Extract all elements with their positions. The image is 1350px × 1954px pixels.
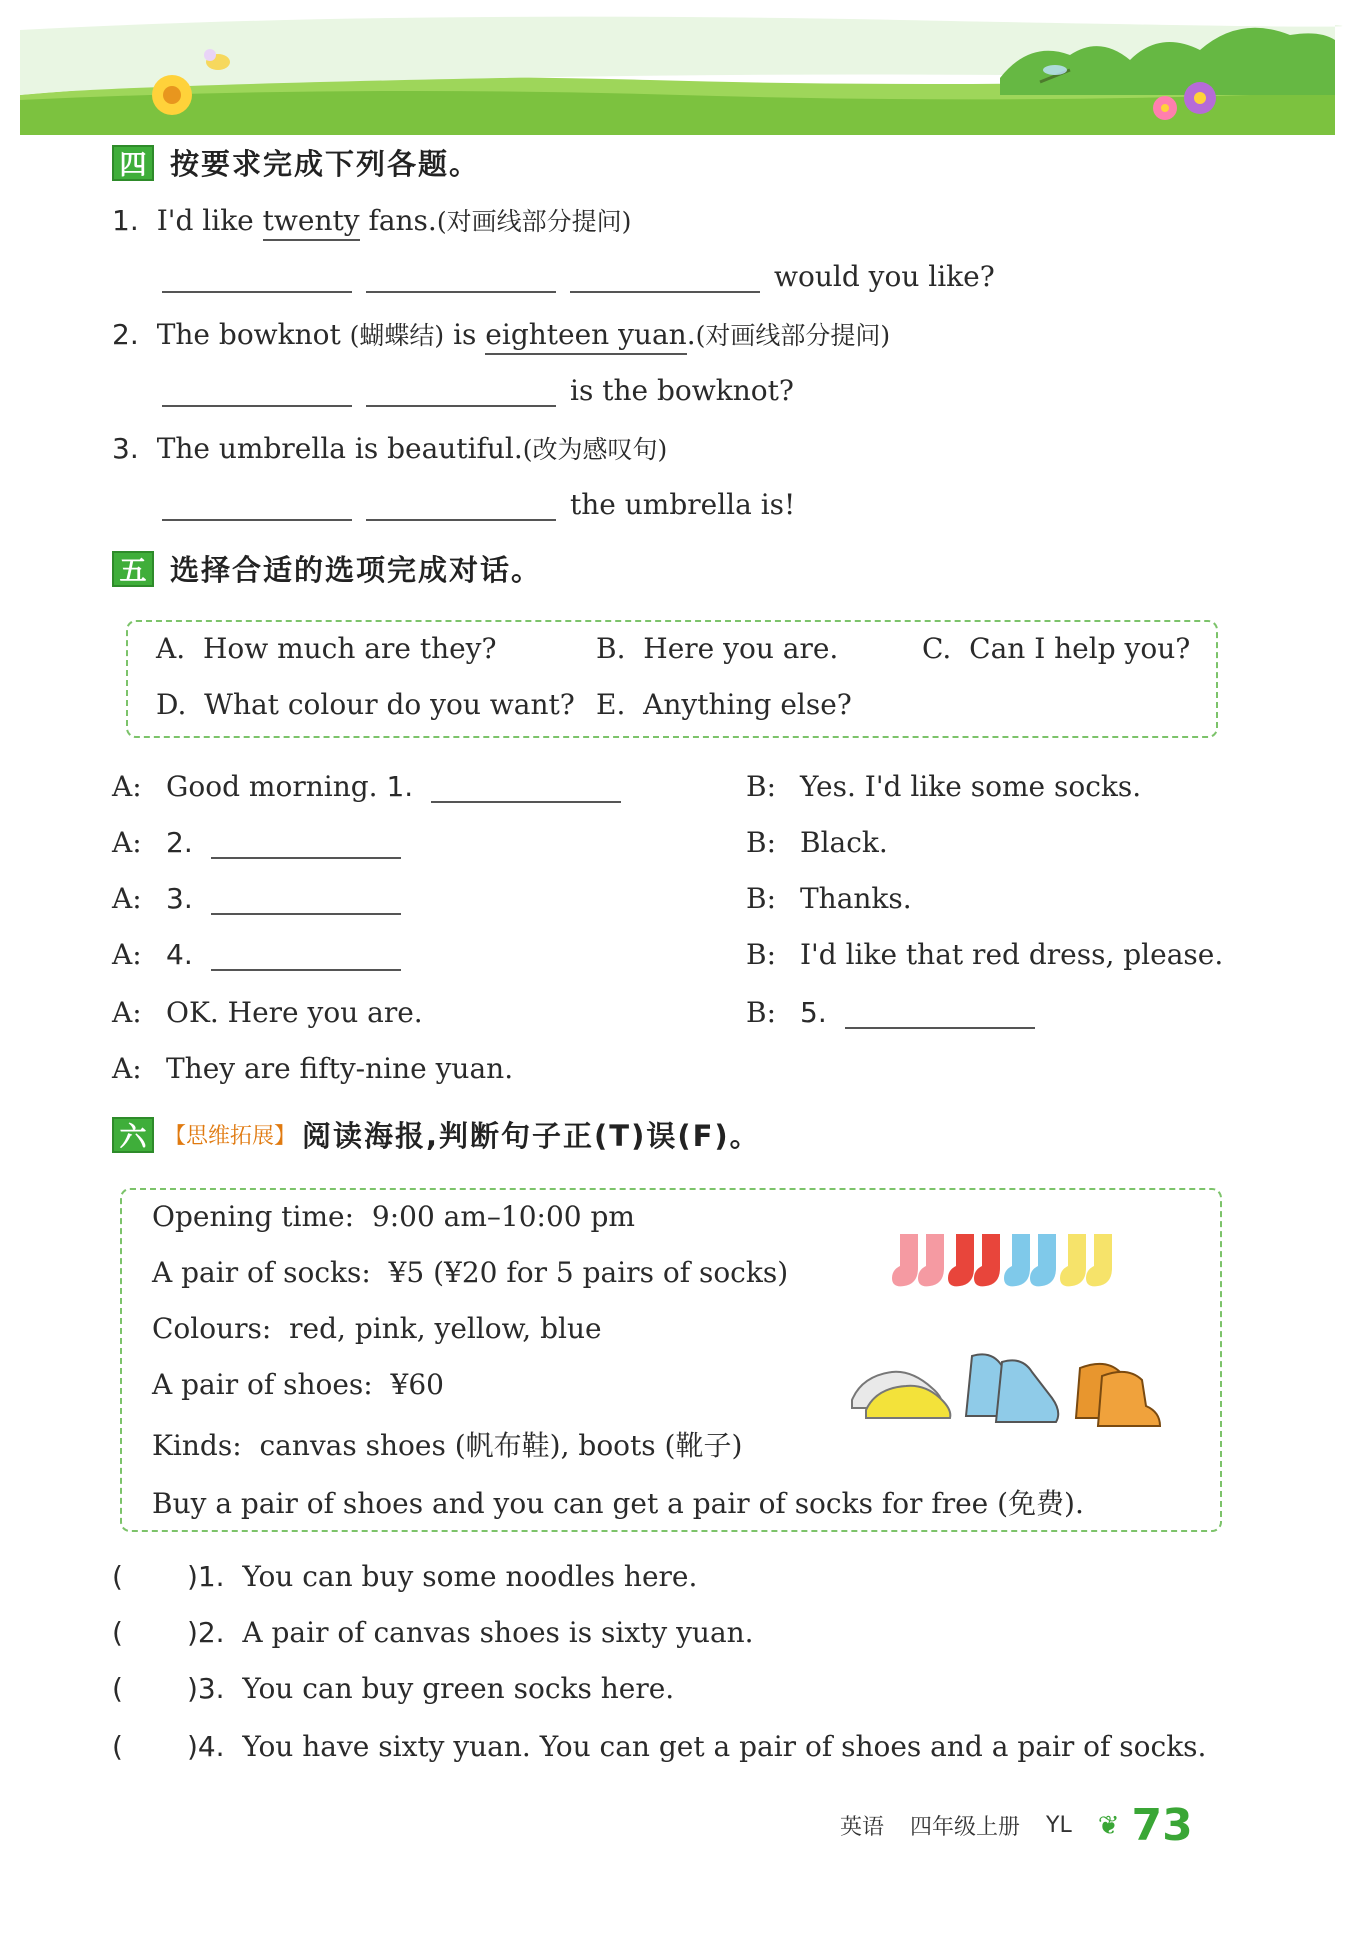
instruction-note: (对画线部分提问) <box>695 321 891 350</box>
speaker-label: A: <box>112 770 142 803</box>
judgement-4 <box>112 1730 1206 1763</box>
answer-paren[interactable]: ( <box>112 1730 123 1763</box>
judgement-text: You can buy green socks here. <box>242 1672 675 1705</box>
poster-label: Opening time: <box>152 1200 355 1233</box>
leaf-icon: ❦ <box>1097 1810 1120 1841</box>
dialogue-text: They are fifty-nine yuan. <box>166 1052 514 1085</box>
question-text: . <box>686 318 696 351</box>
answer-tail: would you like? <box>774 260 995 293</box>
option-letter: E. <box>596 688 626 721</box>
option-letter: C. <box>922 632 952 665</box>
option-text: Here you are. <box>643 632 839 665</box>
question-text: The bowknot <box>156 318 350 351</box>
poster-value: ¥5 (¥20 for 5 pairs of socks) <box>388 1256 789 1289</box>
question-text: is <box>444 318 486 351</box>
option-letter: D. <box>156 688 187 721</box>
answer-line-2 <box>162 374 794 407</box>
judgement-3 <box>112 1672 674 1705</box>
poster-value: Buy a pair of shoes and you can get a pair of socks for free (免费). <box>152 1487 1084 1520</box>
dialogue-line-a3 <box>112 882 415 915</box>
judgement-number: )3. <box>186 1672 225 1705</box>
footer-grade: 四年级上册 <box>910 1815 1021 1840</box>
judgement-text: You have sixty yuan. You can get a pair of shoes and a pair of socks. <box>242 1730 1207 1763</box>
dialogue-line-a4 <box>112 938 415 971</box>
judgement-2 <box>112 1616 754 1649</box>
dialogue-text: I'd like that red dress, please. <box>800 938 1224 971</box>
speaker-label: B: <box>746 938 777 971</box>
footer-subject: 英语 <box>840 1815 885 1840</box>
chinese-gloss: (蝴蝶结) <box>349 321 445 350</box>
option-d <box>156 688 575 721</box>
section-5-header <box>112 548 542 589</box>
poster-line <box>152 1256 788 1289</box>
dialogue-line-a1 <box>112 770 635 803</box>
section-tag: 【思维拓展】 <box>164 1124 297 1149</box>
flower-icon <box>152 75 192 115</box>
answer-tail: the umbrella is! <box>570 488 796 521</box>
question-number: 3. <box>112 432 139 465</box>
speaker-label: A: <box>112 996 142 1029</box>
dialogue-line-b1 <box>746 770 1141 803</box>
option-letter: B. <box>596 632 626 665</box>
section-4-header <box>112 142 480 183</box>
footer-edition: YL <box>1046 1813 1072 1838</box>
option-text: Anything else? <box>643 688 852 721</box>
blank-number: 4. <box>166 938 193 971</box>
judgement-1 <box>112 1560 697 1593</box>
judgement-text: You can buy some noodles here. <box>242 1560 698 1593</box>
question-number: 1. <box>112 204 139 237</box>
section-badge: 五 <box>112 551 154 587</box>
dialogue-text: OK. Here you are. <box>166 996 423 1029</box>
blank-number: 1. <box>386 770 414 803</box>
option-letter: A. <box>156 632 186 665</box>
blank-number: 2. <box>166 826 193 859</box>
blank-number: 5. <box>800 996 827 1029</box>
instruction-note: (对画线部分提问) <box>436 207 632 236</box>
question-text: fans. <box>359 204 437 237</box>
poster-value: canvas shoes (帆布鞋), boots (靴子) <box>259 1429 743 1462</box>
poster-label: Colours: <box>152 1312 272 1345</box>
dialogue-line-b4 <box>746 938 1223 971</box>
question-text: I'd like <box>156 204 263 237</box>
dialogue-line-b3 <box>746 882 912 915</box>
answer-line-3 <box>162 488 795 521</box>
option-a <box>156 632 497 665</box>
judgement-number: )4. <box>186 1730 225 1763</box>
judgement-number: )1. <box>186 1560 225 1593</box>
section-badge: 四 <box>112 145 154 181</box>
dialogue-text: Yes. I'd like some socks. <box>800 770 1142 803</box>
option-text: Can I help you? <box>969 632 1191 665</box>
answer-blank[interactable] <box>366 489 556 521</box>
poster-line <box>152 1368 444 1401</box>
speaker-label: A: <box>112 882 142 915</box>
speaker-label: B: <box>746 770 777 803</box>
poster-line <box>152 1312 602 1345</box>
speaker-label: B: <box>746 882 777 915</box>
section-6-header <box>112 1114 761 1155</box>
speaker-label: A: <box>112 826 142 859</box>
judgement-number: )2. <box>186 1616 225 1649</box>
question-1 <box>112 202 631 238</box>
question-number: 2. <box>112 318 139 351</box>
speaker-label: A: <box>112 938 142 971</box>
page-number: 73 <box>1131 1800 1193 1851</box>
answer-blank[interactable] <box>162 375 352 407</box>
section-title: 按要求完成下列各题。 <box>170 147 481 181</box>
answer-paren[interactable]: ( <box>112 1560 123 1593</box>
shoes-icon <box>846 1340 1162 1430</box>
underlined-phrase: eighteen yuan <box>485 318 686 355</box>
dialogue-line-b5 <box>746 996 1049 1029</box>
answer-line-1 <box>162 260 995 293</box>
speaker-label: B: <box>746 826 777 859</box>
answer-blank[interactable] <box>431 771 621 803</box>
socks-icon <box>890 1230 1160 1296</box>
answer-blank[interactable] <box>162 261 352 293</box>
option-text: How much are they? <box>202 632 497 665</box>
question-text: The umbrella is beautiful. <box>156 432 523 465</box>
question-2 <box>112 316 890 352</box>
dialogue-line-b2 <box>746 826 888 859</box>
section-title: 阅读海报,判断句子正(T)误(F)。 <box>302 1119 761 1153</box>
answer-blank[interactable] <box>211 827 401 859</box>
judgement-text: A pair of canvas shoes is sixty yuan. <box>242 1616 754 1649</box>
dialogue-line-a2 <box>112 826 415 859</box>
option-e <box>596 688 852 721</box>
option-b <box>596 632 838 665</box>
section-badge: 六 <box>112 1117 154 1153</box>
answer-blank[interactable] <box>845 997 1035 1029</box>
answer-blank[interactable] <box>366 375 556 407</box>
blank-number: 3. <box>166 882 193 915</box>
answer-blank[interactable] <box>570 261 760 293</box>
dialogue-line-a5 <box>112 996 423 1029</box>
dialogue-text: Black. <box>800 826 888 859</box>
answer-blank[interactable] <box>211 883 401 915</box>
answer-blank[interactable] <box>211 939 401 971</box>
grass-banner <box>0 0 1350 140</box>
underlined-phrase: twenty <box>263 204 360 241</box>
poster-value: red, pink, yellow, blue <box>289 1312 602 1345</box>
instruction-note: (改为感叹句) <box>522 435 668 464</box>
dialogue-text: Thanks. <box>800 882 912 915</box>
poster-value: 9:00 am–10:00 pm <box>371 1200 635 1233</box>
option-text: What colour do you want? <box>204 688 575 721</box>
poster-label: A pair of shoes: <box>152 1368 373 1401</box>
poster-label: A pair of socks: <box>152 1256 371 1289</box>
page-footer <box>840 1800 1193 1851</box>
question-3 <box>112 430 667 466</box>
option-c <box>922 632 1190 665</box>
answer-paren[interactable]: ( <box>112 1672 123 1705</box>
poster-line <box>152 1200 635 1233</box>
answer-paren[interactable]: ( <box>112 1616 123 1649</box>
poster-value: ¥60 <box>390 1368 444 1401</box>
poster-label: Kinds: <box>152 1429 242 1462</box>
answer-blank[interactable] <box>366 261 556 293</box>
answer-blank[interactable] <box>162 489 352 521</box>
poster-line <box>152 1482 1084 1522</box>
speaker-label: A: <box>112 1052 142 1085</box>
dialogue-text: Good morning. <box>166 770 378 803</box>
dialogue-line-a6 <box>112 1052 513 1085</box>
section-title: 选择合适的选项完成对话。 <box>170 553 543 587</box>
speaker-label: B: <box>746 996 777 1029</box>
answer-tail: is the bowknot? <box>570 374 794 407</box>
poster-line <box>152 1424 742 1464</box>
